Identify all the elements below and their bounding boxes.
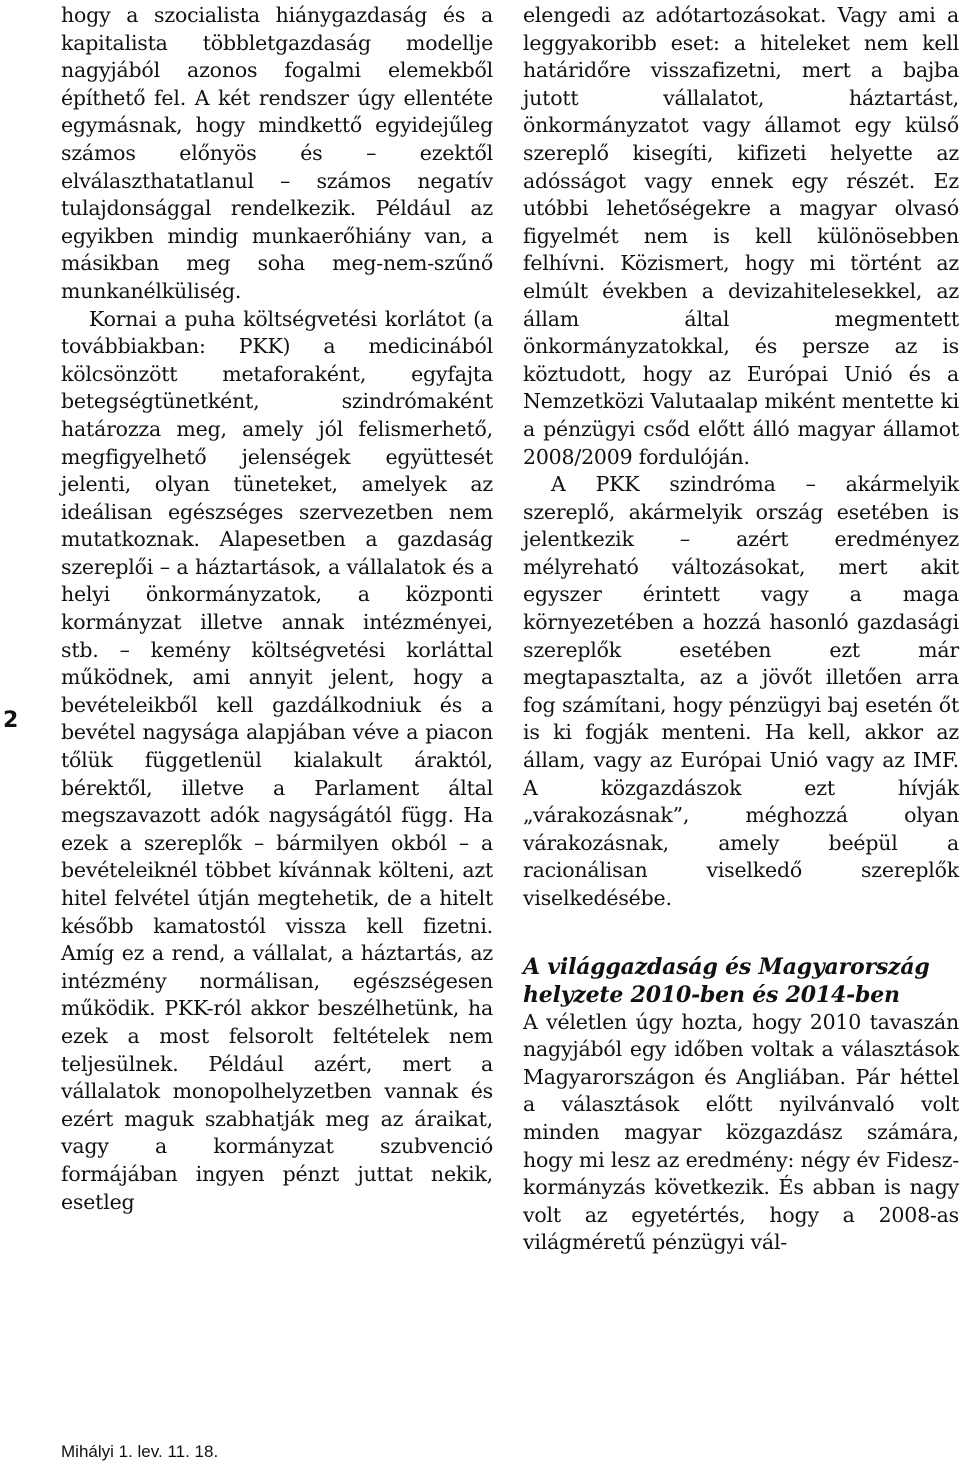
left-column	[61, 2, 493, 1216]
right-paragraph-3: A véletlen úgy hozta, hogy 2010 tavaszán nagyjából egy időben voltak a választások Magyarországon és Angliában. Pár héttel a választások előtt nyilvánvaló volt minden magyar közgazdász számára, hogy mi lesz az eredmény: négy év Fidesz-kormányzás következik. És abban is nagy volt az egyetértés, hogy a 2008-as világméretű pénzügyi vál-	[523, 1009, 959, 1255]
page-number: 2	[3, 708, 19, 733]
section-heading: A világgazdaság és Magyarország helyzete 2010-ben és 2014-ben	[523, 953, 930, 1008]
right-paragraph-1: elengedi az adótartozásokat. Vagy ami a leggyakoribb eset: a hiteleket nem kell határidőre visszafizetni, mert a bajba jutott vállalatot, háztartást, önkormányzatot vagy államot egy külső szereplő kisegíti, kifizeti helyette az adósságot vagy ennek egy részét. Ez utóbbi lehetőségekre a magyar olvasó figyelmét nem is kell különösebben felhívni. Közismert, hogy mi történt az elmúlt években a devizahitelesekkel, az állam által megmentett önkormányzatokkal, és persze az is köztudott, hogy az Európai Unió és a Nemzetközi Valutaalap miként mentette ki a pénzügyi csőd előtt álló magyar államot 2008/2009 fordulóján.	[523, 3, 959, 469]
right-column	[523, 2, 959, 1257]
left-paragraph-1: hogy a szocialista hiánygazdaság és a kapitalista többletgazdaság modellje nagyjából azonos fogalmi elemekből építhető fel. A két rendszer úgy ellentéte egymásnak, hogy mindkettő egyidejűleg számos előnyös és – ezektől elválaszthatatlanul – számos negatív tulajdonsággal rendelkezik. Például az egyikben mindig munkaerőhiány van, a másikban meg soha meg-nem-szűnő munkanélküliség.	[61, 3, 493, 303]
right-paragraph-2: A PKK szindróma – akármelyik szereplő, akármelyik ország esetében is jelentkezik – azért eredményez mélyreható változásokat, mert akit egyszer érintett vagy a maga környezetében a hozzá hasonló gazdasági szereplők esetében ezt már megtapasztalta, az a jövőt illetően arra fog számítani, hogy pénzügyi baj esetén őt is ki fogják menteni. Ha kell, akkor az állam, vagy az Európai Unió vagy az IMF. A közgazdászok ezt hívják „várakozásnak”, méghozzá olyan várakozásnak, amely beépül a racionálisan viselkedő szereplők viselkedésébe.	[523, 472, 959, 910]
left-paragraph-2: Kornai a puha költségvetési korlátot (a továbbiakban: PKK) a medicinából kölcsönzött metaforaként, egyfajta betegségtünetként, szindrómaként határozza meg, amely jól felismerhető, megfigyelhető jelenségek együttesét jelenti, olyan tüneteket, amelyek az ideálisan egészséges szervezetben nem mutatkoznak. Alapesetben a gazdaság szereplői – a háztartások, a vállalatok és a helyi önkormányzatok, a központi kormányzat illetve annak intézményei, stb. – kemény költségvetési korláttal működnek, ami annyit jelent, hogy a bevételeikből kell gazdálkodniuk és a bevétel nagysága alapjában véve a piacon tőlük függetlenül kialakult áraktól, bérektől, illetve a Parlament által megszavazott adók nagyságától függ. Ha ezek a szereplők – bármilyen okból – a bevételeiknél többet kívánnak költeni, azt hitel felvétel útján megtehetik, de a hitelt később kamatostól vissza kell fizetni. Amíg ez a rend, a vállalat, a háztartás, az intézmény normálisan, egészségesen működik. PKK-ról akkor beszélhetünk, ha ezek a most felsorolt feltételek nem teljesülnek. Például azért, mert a vállalatok monopolhelyzetben vannak és ezért maguk szabhatják meg az áraikat, vagy a kormányzat szubvenció formájában ingyen pénzt juttat nekik, esetleg	[61, 306, 493, 1214]
page-footer: Mihályi 1. lev. 11. 18.	[61, 1442, 219, 1461]
